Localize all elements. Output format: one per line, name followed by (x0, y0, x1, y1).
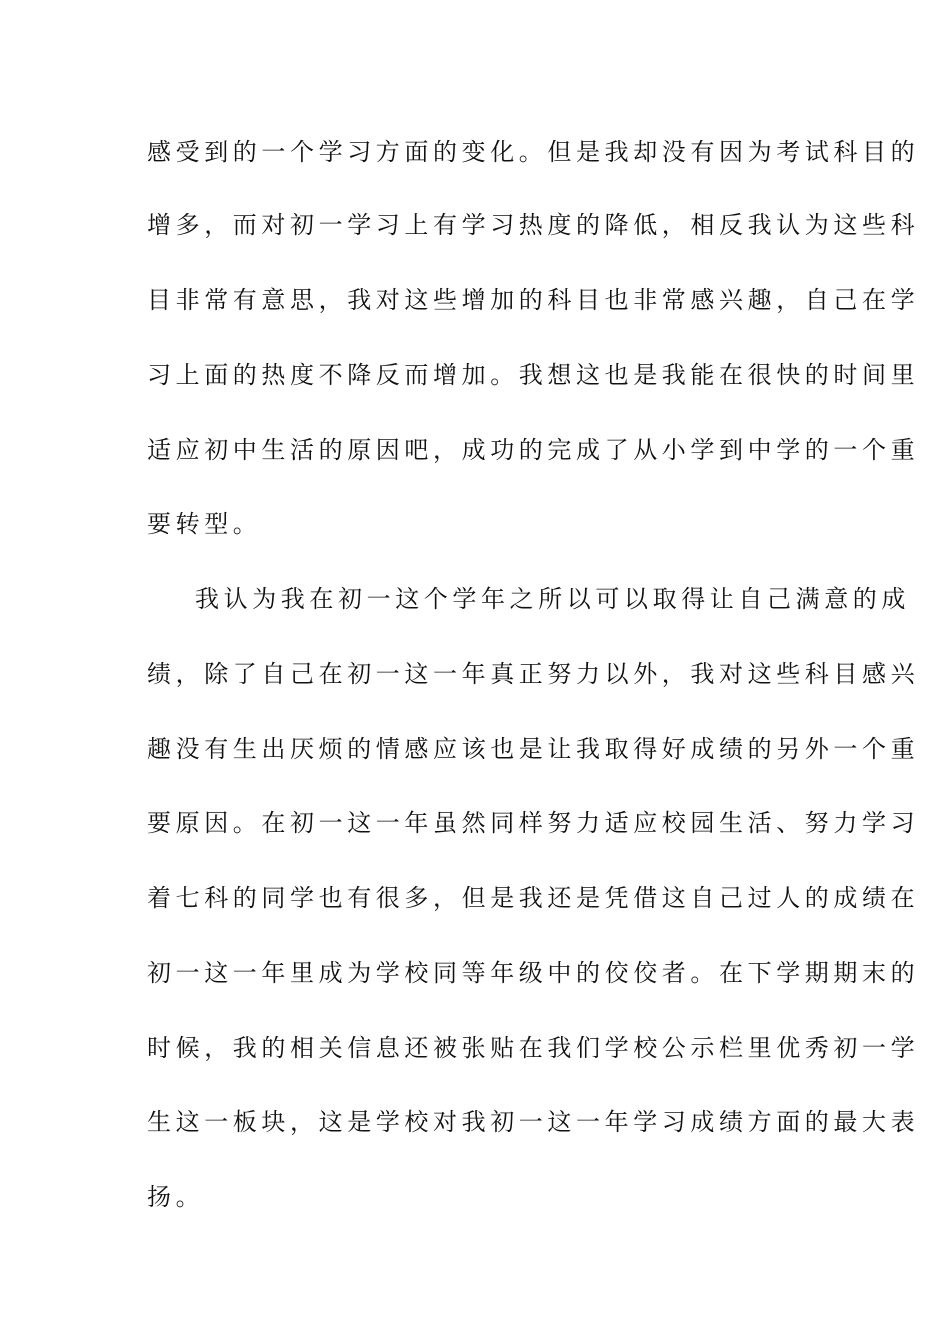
text-line: 增多，而对初一学习上有学习热度的降低，相反我认为这些科 (147, 211, 920, 239)
text-line: 生这一板块，这是学校对我初一这一年学习成绩方面的最大表 (147, 1108, 920, 1136)
text-line: 时候，我的相关信息还被张贴在我们学校公示栏里优秀初一学 (147, 1034, 920, 1062)
text-line: 习上面的热度不降反而增加。我想这也是我能在很快的时间里 (147, 361, 920, 389)
text-line: 感受到的一个学习方面的变化。但是我却没有因为考试科目的 (147, 138, 920, 166)
text-line: 我认为我在初一这个学年之所以可以取得让自己满意的成 (195, 585, 910, 613)
text-line: 要转型。 (147, 510, 262, 538)
text-line: 绩，除了自己在初一这一年真正努力以外，我对这些科目感兴 (147, 660, 920, 688)
text-line: 趣没有生出厌烦的情感应该也是让我取得好成绩的另外一个重 (147, 735, 920, 763)
text-line: 初一这一年里成为学校同等年级中的佼佼者。在下学期期末的 (147, 959, 920, 987)
text-line: 目非常有意思，我对这些增加的科目也非常感兴趣，自己在学 (147, 286, 920, 314)
text-line: 适应初中生活的原因吧，成功的完成了从小学到中学的一个重 (147, 436, 920, 464)
text-line: 着七科的同学也有很多，但是我还是凭借这自己过人的成绩在 (147, 884, 920, 912)
text-line: 扬。 (147, 1183, 205, 1211)
text-line: 要原因。在初一这一年虽然同样努力适应校园生活、努力学习 (147, 809, 920, 837)
